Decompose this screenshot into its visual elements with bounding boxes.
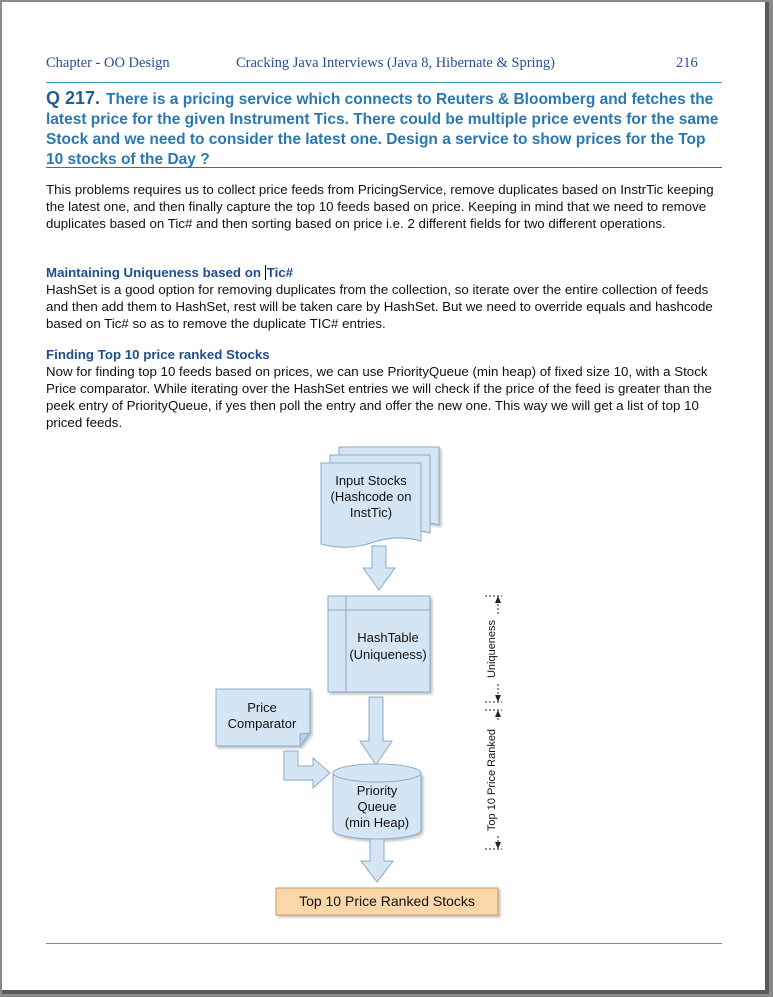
hashtable-line-2: (Uniqueness) (349, 647, 427, 662)
footer-divider (46, 943, 722, 944)
priority-queue-line-2: Queue (357, 799, 397, 814)
question-number: Q 217. (46, 88, 101, 108)
intro-paragraph: This problems requires us to collect price feeds from PricingService, remove duplicates based on InstrTic keeping the latest one, and then finally capture the top 10 feeds based on price. Keeping in mind that we need to remove duplicates based on Tic# and then sorting based on price i.e. 2 different fields for two different operations. (46, 182, 714, 231)
question-text: There is a pricing service which connects to Reuters & Bloomberg and fetches the latest price for the given Instrument Tics. There could be multiple price events for the same Stock and we need to consider the latest one. Design a service to show prices for the Top 10 stocks of the Day ? (46, 91, 719, 168)
chapter-title: Chapter - OO Design (46, 55, 170, 71)
price-comparator-line-1: Price (247, 700, 277, 715)
input-stocks-shape (321, 447, 439, 547)
input-stocks-line-2: (Hashcode on (330, 489, 412, 504)
section-title-suffix: Tic# (266, 265, 294, 280)
arrow-down-2 (360, 697, 392, 765)
output-box (276, 888, 498, 915)
input-stocks-line-3: InstTic) (349, 505, 393, 520)
section-title-prefix: Maintaining Uniqueness based on (46, 265, 265, 280)
section-title-top10: Finding Top 10 price ranked Stocks (46, 347, 270, 362)
page-number: 216 (676, 55, 698, 71)
priority-queue-line-1: Priority (356, 783, 398, 798)
arrow-bent (284, 751, 330, 788)
arrow-down-3 (361, 839, 393, 882)
priority-queue-shape (333, 764, 421, 839)
input-stocks-line-1: Input Stocks (335, 473, 407, 488)
hashtable-line-1: HashTable (357, 630, 419, 645)
priority-queue-line-3: (min Heap) (344, 815, 410, 830)
price-comparator-line-2: Comparator (227, 716, 297, 731)
output-label: Top 10 Price Ranked Stocks (299, 893, 475, 909)
arrow-down-1 (363, 546, 395, 590)
uniqueness-label: Uniqueness (486, 619, 498, 679)
book-title: Cracking Java Interviews (Java 8, Hibernate & Spring) (236, 55, 555, 71)
top10-paragraph: Now for finding top 10 feeds based on prices, we can use PriorityQueue (min heap) of fixed size 10, with a Stock Price comparator. While iterating over the HashSet entries we will check if the price of the feed is greater than the peek entry of PriorityQueue, if yes then poll the entry and offer the new one. This way we will get a list of top 10 priced feeds. (46, 364, 712, 430)
uniqueness-paragraph: HashSet is a good option for removing duplicates from the collection, so iterate over the entire collection of feeds and then add them to HashSet, rest will be taken care by HashSet. But we need to override equals and hashcode based on Tic# so as to remove the duplicate TIC# entries. (46, 282, 713, 331)
top10-label: Top 10 Price Ranked (486, 728, 498, 832)
price-comparator-shape (216, 689, 310, 746)
hashtable-shape (328, 596, 430, 692)
